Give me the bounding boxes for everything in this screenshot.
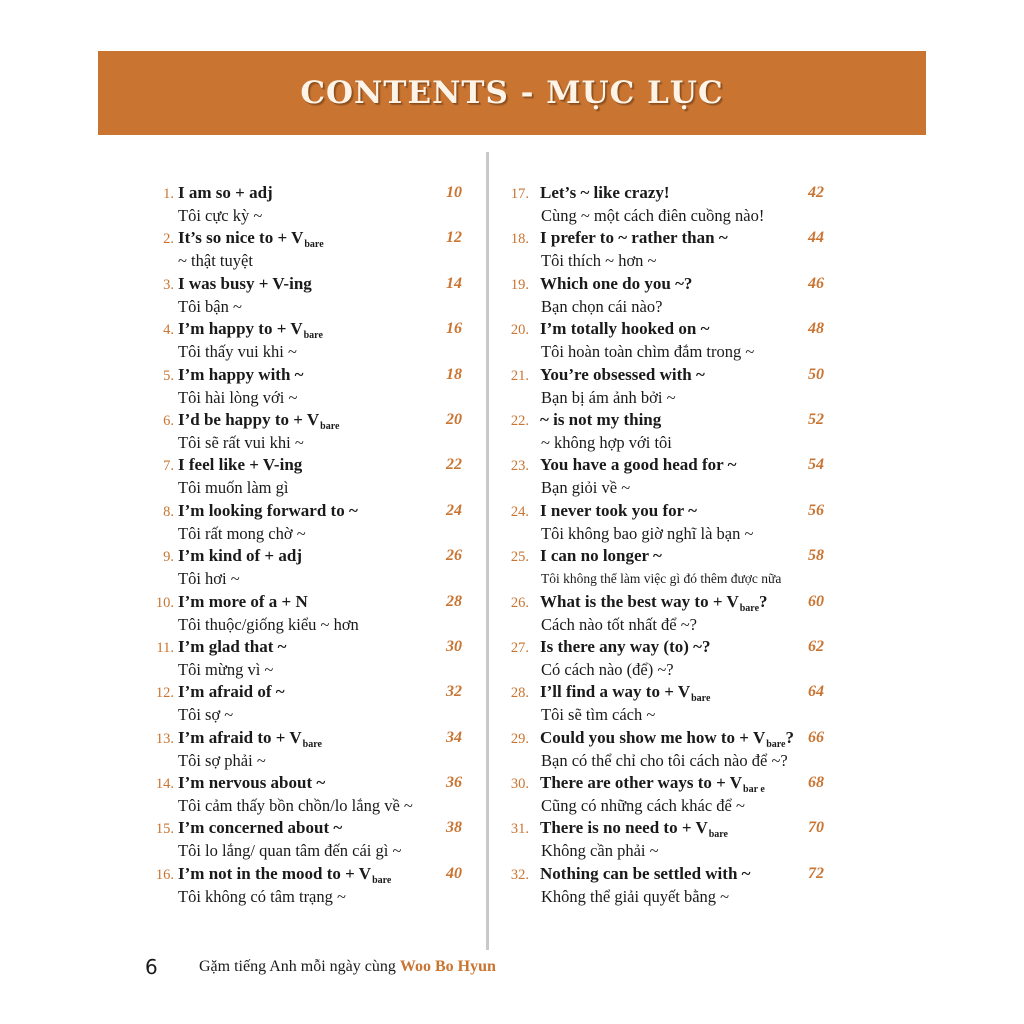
entry-title-text: There are other ways to + V xyxy=(540,773,743,793)
entry-title-text: I am so + adj xyxy=(178,183,273,202)
entry-page-number: 68 xyxy=(808,774,824,792)
entry-number: 15. xyxy=(155,821,174,838)
entry-title xyxy=(178,319,323,342)
entry-title xyxy=(540,183,670,203)
entry-title-text: I feel like + V-ing xyxy=(178,455,303,475)
entry-title-subscript: bare xyxy=(320,420,340,432)
entry-title xyxy=(178,773,325,793)
entry-title xyxy=(178,818,342,838)
entry-translation: Tôi không bao giờ nghĩ là bạn ~ xyxy=(541,523,754,543)
entry-title-text: I’m afraid of ~ xyxy=(178,682,285,702)
entry-translation: Tôi bận ~ xyxy=(178,296,242,316)
entry-title-text: I’m more of a + N xyxy=(178,591,308,611)
entry-title xyxy=(540,228,728,248)
footer-caption: Gặm tiếng Anh mỗi ngày cùng xyxy=(199,958,396,975)
entry-page-number: 32 xyxy=(446,683,462,701)
entry-title-text: I’ll find a way to + V xyxy=(540,682,691,702)
entry-page-number: 66 xyxy=(808,728,824,746)
entry-title-text: I prefer to ~ rather than ~ xyxy=(540,228,728,248)
entry-page-number: 16 xyxy=(446,320,462,338)
entry-page-number: 12 xyxy=(446,229,462,247)
entry-title xyxy=(178,637,286,657)
entry-page-number: 46 xyxy=(808,274,824,292)
entry-number: 31. xyxy=(510,821,529,838)
entry-translation: Bạn giỏi về ~ xyxy=(541,478,631,498)
entry-number: 24. xyxy=(510,503,529,520)
entry-title-suffix: ? xyxy=(785,727,794,747)
entry-title xyxy=(540,728,794,748)
entry-translation: ~ thật tuyệt xyxy=(178,251,253,271)
entry-title-text: What is the best way to + V xyxy=(540,591,739,611)
entry-number: 26. xyxy=(510,594,529,611)
entry-title xyxy=(178,410,339,430)
entry-title-text: I’m concerned about ~ xyxy=(178,818,343,838)
entry-title-text: Is there any way (to) ~? xyxy=(540,636,711,656)
entry-title-text: I’m not in the mood to + V xyxy=(178,863,372,883)
entry-title-text: I’m looking forward to ~ xyxy=(178,500,358,520)
entry-translation: Tôi cảm thấy bồn chồn/lo lắng về ~ xyxy=(178,796,413,816)
entry-title-subscript: bare xyxy=(708,829,728,841)
entry-page-number: 10 xyxy=(446,184,462,201)
entry-number: 12. xyxy=(155,685,174,702)
entry-page-number: 72 xyxy=(808,864,824,882)
entry-title xyxy=(178,183,273,203)
entry-title-text: I never took you for ~ xyxy=(540,500,697,520)
entry-number: 1. xyxy=(163,186,174,202)
entry-title-subscript: bare xyxy=(303,330,323,342)
entry-number: 27. xyxy=(510,639,529,656)
entry-number: 2. xyxy=(163,231,174,248)
entry-translation: Tôi không thể làm việc gì đó thêm được nữa xyxy=(541,571,782,587)
entry-page-number: 40 xyxy=(446,864,462,882)
entry-number: 22. xyxy=(510,412,529,429)
entry-title xyxy=(178,455,302,475)
entry-number: 19. xyxy=(510,276,529,293)
entry-number: 11. xyxy=(156,639,174,656)
entry-title-subscript: bar e xyxy=(743,784,765,796)
entry-title-text: I’m nervous about ~ xyxy=(178,773,326,793)
entry-title-text: Could you show me how to + V xyxy=(540,727,766,747)
entry-title xyxy=(178,365,304,385)
entry-number: 13. xyxy=(155,730,174,747)
entry-translation: Tôi hơi ~ xyxy=(178,569,240,589)
entry-translation: Cùng ~ một cách điên cuồng nào! xyxy=(541,206,765,225)
entry-translation: Tôi rất mong chờ ~ xyxy=(178,523,306,543)
entry-translation: Cách nào tốt nhất để ~? xyxy=(541,614,698,634)
entry-page-number: 26 xyxy=(446,547,462,565)
entry-title-text: It’s so nice to + V xyxy=(178,228,304,248)
entry-title-text: ~ is not my thing xyxy=(540,409,662,429)
footer-text xyxy=(199,958,496,976)
entry-title-suffix: ? xyxy=(759,591,768,611)
entry-page-number: 50 xyxy=(808,365,824,383)
entry-page-number: 70 xyxy=(808,819,824,837)
entry-number: 25. xyxy=(510,549,529,566)
entry-title-text: I’m totally hooked on ~ xyxy=(540,319,710,339)
entry-title xyxy=(540,319,709,339)
entry-translation: Tôi hoàn toàn chìm đắm trong ~ xyxy=(541,342,755,362)
entry-number: 7. xyxy=(163,458,174,475)
entry-page-number: 14 xyxy=(446,274,462,292)
entry-translation: Tôi thích ~ hơn ~ xyxy=(541,251,657,271)
entry-page-number: 36 xyxy=(446,774,462,792)
entry-page-number: 42 xyxy=(808,184,824,201)
entry-title xyxy=(178,864,391,884)
entry-title-text: I’m happy to + V xyxy=(178,319,303,339)
entry-title-subscript: bare xyxy=(691,693,711,705)
entry-page-number: 60 xyxy=(808,592,824,610)
entry-title xyxy=(540,773,765,796)
entry-translation: Bạn chọn cái nào? xyxy=(541,296,663,316)
entry-title xyxy=(178,728,322,748)
entry-title-text: I’d be happy to + V xyxy=(178,409,320,429)
entry-translation: Tôi sẽ tìm cách ~ xyxy=(541,705,656,725)
entry-page-number: 52 xyxy=(808,410,824,428)
entry-page-number: 18 xyxy=(446,365,462,383)
entry-title-subscript: bare xyxy=(766,738,786,750)
entry-title-text: I was busy + V-ing xyxy=(178,273,312,293)
entry-translation: Tôi hài lòng với ~ xyxy=(178,387,298,407)
entry-title xyxy=(540,455,737,475)
entry-translation: Không thể giải quyết bằng ~ xyxy=(541,886,730,906)
entry-number: 20. xyxy=(510,322,529,339)
entry-title xyxy=(540,818,728,841)
entry-number: 9. xyxy=(163,549,174,566)
entry-title-text: I’m glad that ~ xyxy=(178,636,287,656)
entry-title-text: I’m kind of + adj xyxy=(178,546,302,566)
entry-number: 16. xyxy=(155,866,174,883)
entry-page-number: 48 xyxy=(808,320,824,338)
entry-title xyxy=(540,864,750,884)
entry-translation: Có cách nào (để) ~? xyxy=(541,659,674,679)
entry-page-number: 22 xyxy=(446,456,462,474)
entry-page-number: 44 xyxy=(808,229,824,247)
entry-translation: Tôi cực kỳ ~ xyxy=(178,206,263,225)
entry-title xyxy=(540,274,692,294)
entry-translation: Tôi thuộc/giống kiểu ~ hơn xyxy=(178,614,359,634)
entry-page-number: 58 xyxy=(808,547,824,565)
entry-page-number: 62 xyxy=(808,637,824,655)
entry-translation: Tôi sẽ rất vui khi ~ xyxy=(178,432,304,452)
entry-translation: Không cần phải ~ xyxy=(541,841,659,861)
header-banner xyxy=(98,51,926,135)
entry-title-text: Let’s ~ like crazy! xyxy=(540,183,670,202)
entry-title-text: You have a good head for ~ xyxy=(540,455,737,475)
entry-title xyxy=(178,274,312,294)
entry-number: 28. xyxy=(510,685,529,702)
footer-page-number: 6 xyxy=(145,955,158,979)
entry-title xyxy=(540,410,661,430)
entry-title xyxy=(178,546,302,566)
entry-title-subscript: bare xyxy=(739,602,760,614)
entry-translation: Tôi lo lắng/ quan tâm đến cái gì ~ xyxy=(178,841,402,861)
entry-page-number: 20 xyxy=(446,410,462,428)
entry-page-number: 64 xyxy=(808,683,824,701)
entry-number: 5. xyxy=(163,367,174,384)
entry-number: 17. xyxy=(510,186,529,202)
entry-translation: Tôi sợ phải ~ xyxy=(178,750,266,770)
entry-title xyxy=(540,682,711,705)
entry-number: 10. xyxy=(155,594,174,611)
entry-number: 4. xyxy=(163,322,174,339)
entry-page-number: 28 xyxy=(446,592,462,610)
entry-translation: Tôi không có tâm trạng ~ xyxy=(178,886,346,906)
entry-title xyxy=(540,546,662,566)
entry-title xyxy=(178,228,324,251)
entry-translation: Tôi sợ ~ xyxy=(178,705,234,725)
entry-page-number: 30 xyxy=(446,637,462,655)
entry-title-text: Nothing can be settled with ~ xyxy=(540,863,751,883)
entry-title xyxy=(540,592,768,612)
entry-number: 14. xyxy=(155,776,174,793)
entry-title xyxy=(178,501,358,521)
entry-title-text: You’re obsessed with ~ xyxy=(540,364,705,384)
entry-title-text: I’m afraid to + V xyxy=(178,727,302,747)
entry-number: 6. xyxy=(163,412,174,429)
entry-page-number: 56 xyxy=(808,501,824,519)
entry-number: 18. xyxy=(510,231,529,248)
column-divider xyxy=(486,152,489,950)
entry-page-number: 38 xyxy=(446,819,462,837)
entry-number: 21. xyxy=(510,367,529,384)
entry-page-number: 54 xyxy=(808,456,824,474)
entry-title-text: There is no need to + V xyxy=(540,818,708,838)
entry-title-subscript: bare xyxy=(302,738,322,750)
entry-title-text: I’m happy with ~ xyxy=(178,364,304,384)
entry-title-subscript: bare xyxy=(372,874,392,886)
entry-title-text: I can no longer ~ xyxy=(540,546,662,566)
entry-translation: Cũng có những cách khác để ~ xyxy=(541,796,745,816)
entry-translation: Bạn có thể chỉ cho tôi cách nào để ~? xyxy=(541,750,788,770)
entry-translation: Tôi thấy vui khi ~ xyxy=(178,342,297,362)
entry-title xyxy=(540,637,710,657)
entry-number: 30. xyxy=(510,776,529,793)
entry-page-number: 24 xyxy=(446,501,462,519)
entry-translation: Bạn bị ám ảnh bởi ~ xyxy=(541,387,676,407)
entry-title xyxy=(178,682,285,702)
entry-number: 29. xyxy=(510,730,529,747)
entry-number: 3. xyxy=(163,276,174,293)
page-title: CONTENTS - MỤC LỤC xyxy=(300,75,724,111)
entry-translation: ~ không hợp với tôi xyxy=(541,432,672,452)
entry-title xyxy=(178,592,308,612)
entry-title-subscript: bare xyxy=(304,239,324,251)
entry-number: 8. xyxy=(163,503,174,520)
entry-title xyxy=(540,365,705,385)
entry-translation: Tôi muốn làm gì xyxy=(178,478,289,498)
entry-page-number: 34 xyxy=(446,728,462,746)
footer-author: Woo Bo Hyun xyxy=(399,958,496,975)
entry-number: 23. xyxy=(510,458,529,475)
entry-title xyxy=(540,501,697,521)
entry-translation: Tôi mừng vì ~ xyxy=(178,659,274,679)
entry-title-text: Which one do you ~? xyxy=(540,273,693,293)
entry-number: 32. xyxy=(510,866,529,883)
